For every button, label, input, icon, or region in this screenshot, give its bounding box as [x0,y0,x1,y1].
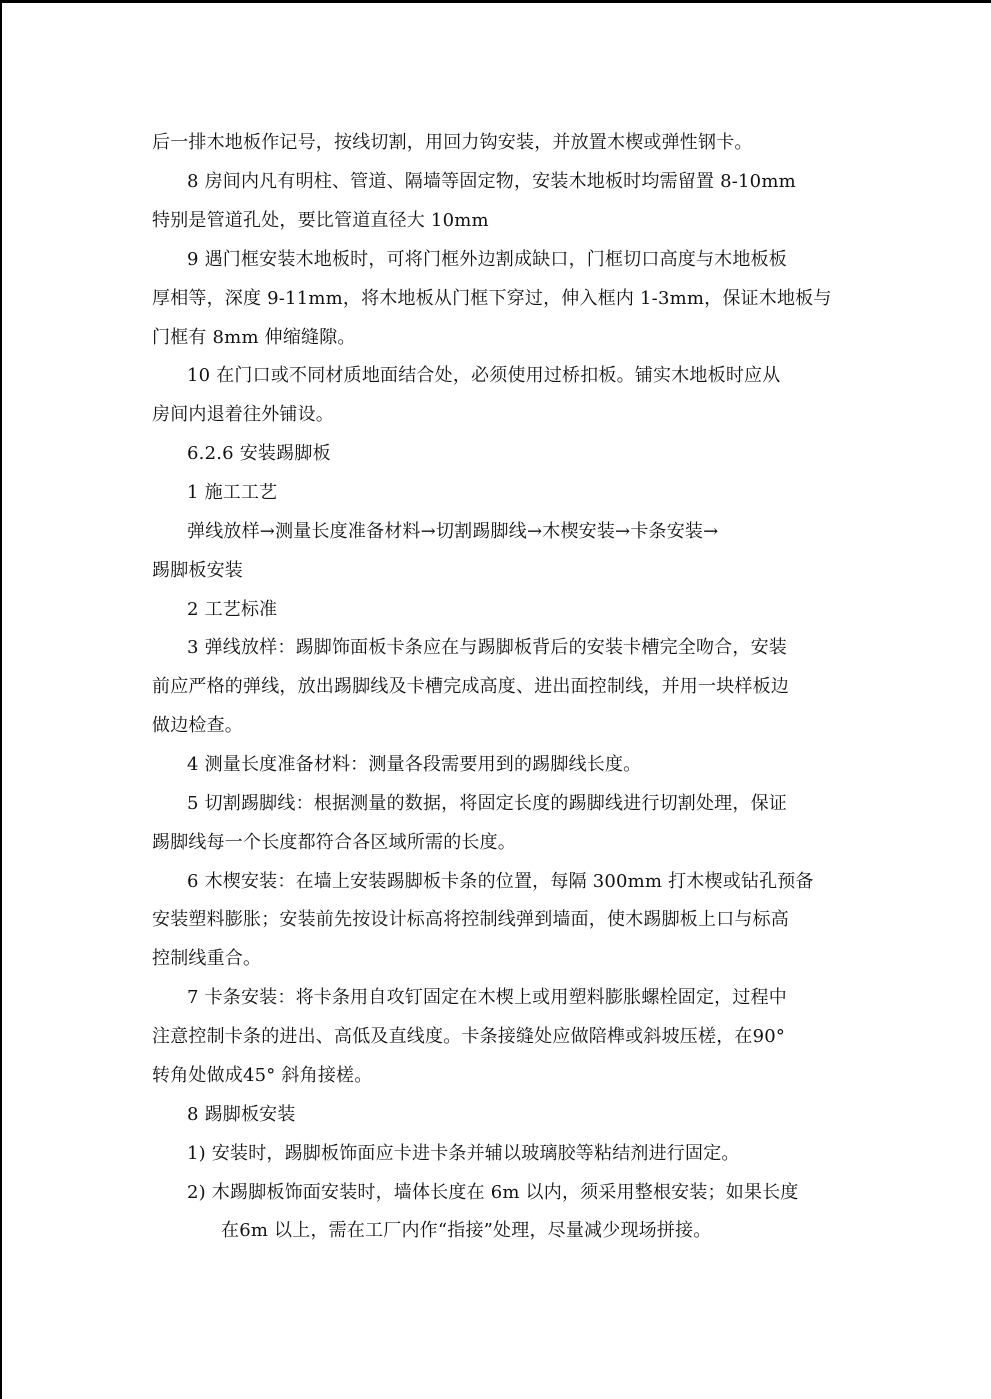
text-line: 房间内退着往外铺设。 [152,404,334,425]
process-flow-line: 弹线放样→测量长度准备材料→切割踢脚线→木楔安装→卡条安装→ [187,521,719,542]
process-flow-line: 踢脚板安装 [152,560,243,581]
list-item-continuation: 在6m 以上，需在工厂内作“指接”处理，尽量减少现场拼接。 [221,1220,712,1241]
text-line: 2 工艺标准 [187,599,278,620]
text-line: 1 施工工艺 [187,482,278,503]
text-line: 转角处做成45° 斜角接槎。 [152,1065,373,1086]
text-line: 6 木楔安装：在墙上安装踢脚板卡条的位置，每隔 300mm 打木楔或钻孔预备 [187,871,814,892]
text-line: 特别是管道孔处，要比管道直径大 10mm [152,210,489,231]
text-line: 厚相等，深度 9-11mm，将木地板从门框下穿过，伸入框内 1-3mm，保证木地板与 [152,288,832,309]
text-line: 9 遇门框安装木地板时，可将门框外边割成缺口，门框切口高度与木地板板 [187,249,787,270]
section-heading: 6.2.6 安装踢脚板 [187,443,331,464]
text-line: 控制线重合。 [152,948,262,969]
text-line: 8 踢脚板安装 [187,1104,296,1125]
text-line: 7 卡条安装：将卡条用自攻钉固定在木楔上或用塑料膨胀螺栓固定，过程中 [187,987,787,1008]
text-line: 门框有 8mm 伸缩缝隙。 [152,327,356,348]
text-line: 3 弹线放样：踢脚饰面板卡条应在与踢脚板背后的安装卡槽完全吻合，安装 [187,637,787,658]
list-item: 1) 安装时，踢脚板饰面应卡进卡条并辅以玻璃胶等粘结剂进行固定。 [187,1143,740,1164]
text-line: 踢脚线每一个长度都符合各区域所需的长度。 [152,832,516,853]
text-line: 安装塑料膨胀；安装前先按设计标高将控制线弹到墙面，使木踢脚板上口与标高 [152,909,789,930]
text-line: 10 在门口或不同材质地面结合处，必须使用过桥扣板。铺实木地板时应从 [187,365,781,386]
text-line: 8 房间内凡有明柱、管道、隔墙等固定物，安装木地板时均需留置 8-10mm [187,171,796,192]
text-line: 后一排木地板作记号，按线切割，用回力钩安装，并放置木楔或弹性钢卡。 [152,132,753,153]
text-line: 前应严格的弹线，放出踢脚线及卡槽完成高度、进出面控制线，并用一块样板边 [152,676,789,697]
text-line: 做边检查。 [152,715,243,736]
text-line: 注意控制卡条的进出、高低及直线度。卡条接缝处应做陪榫或斜坡压槎，在90° [152,1026,786,1047]
text-line: 4 测量长度准备材料：测量各段需要用到的踢脚线长度。 [187,754,642,775]
list-item: 2) 木踢脚板饰面安装时，墙体长度在 6m 以内，须采用整根安装；如果长度 [187,1182,799,1203]
text-line: 5 切割踢脚线：根据测量的数据，将固定长度的踢脚线进行切割处理，保证 [187,793,787,814]
